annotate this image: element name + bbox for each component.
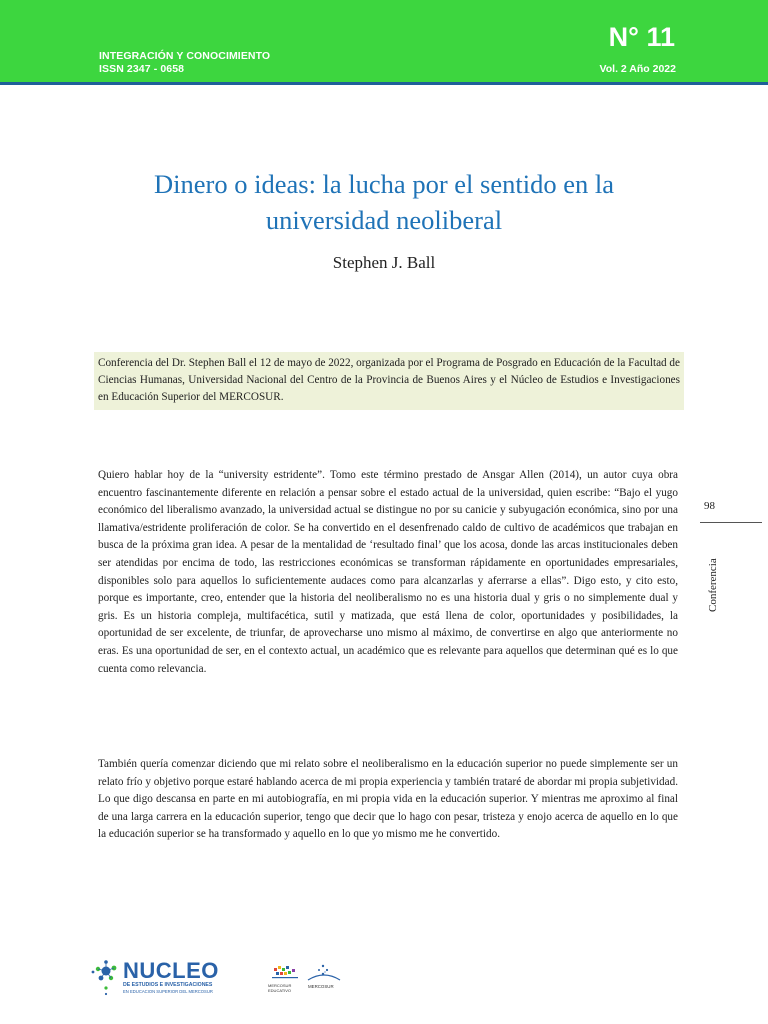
mercosur-educativo-line-1: MERCOSUR: [268, 983, 292, 988]
nucleo-subtitle-2: EN EDUCACION SUPERIOR DEL MERCOSUR: [123, 989, 213, 994]
journal-name: INTEGRACIÓN Y CONOCIMIENTO: [99, 50, 271, 62]
page-number: 98: [704, 500, 715, 512]
article-author: Stephen J. Ball: [332, 253, 436, 272]
nucleo-subtitle-1: DE ESTUDIOS E INVESTIGACIONES: [123, 982, 213, 988]
issue-number: N° 11: [608, 22, 675, 52]
body-paragraph-2: También quería comenzar diciendo que mi relato sobre el neoliberalismo en la educación superior no puede simplemente ser un relato frío y objetivo porque estaré hablando acerca de mi propia experiencia y también trataré de abordar mi propia subjetividad. Lo que digo descansa en parte en mi autobiografía, en mi propia vida en la educación superior. Y mientras me aproximo al final de una larga carrera en la educación superior, tengo que decir que lo hago con pesar, tristeza y enojo acerca de aquello en lo que la educación superior se ha transformado y aquello en lo que yo mismo me he convertido.: [98, 758, 678, 841]
mercosur-educativo-logo: [268, 962, 304, 994]
header-rule: [0, 82, 768, 85]
nucleo-emblem-icon: [90, 958, 122, 998]
southern-cross-icon: [306, 962, 342, 984]
nucleo-wordmark: NUCLEO: [123, 958, 219, 983]
abstract-text: Conferencia del Dr. Stephen Ball el 12 de mayo de 2022, organizada por el Programa de Posgrado en Educación de la Facultad de Ciencias Humanas, Universidad Nacional del Centro de la Provincia de Buenos Aires y el Núcleo de Estudios e Investigaciones en Educación Superior del MERCOSUR.: [98, 357, 680, 403]
mercosur-educativo-line-2: EDUCATIVO: [268, 987, 292, 993]
mercosur-label: MERCOSUR: [308, 984, 334, 989]
issn: ISSN 2347 - 0658: [99, 63, 185, 75]
body-paragraph-1: Quiero hablar hoy de la “university estridente”. Tomo este término prestado de Ansgar Allen (2014), un autor cuya obra encuentro fascinantemente diferente en relación a pensar sobre el estado actual de la universidad, quien escribe: “Bajo el yugo económico del liberalismo avanzado, la universidad actual se distingue no por su canicie y subyugación económica, sino por una llamativa/estridente proliferación de color. Se ha convertido en el desenfrenado caldo de cultivo de académicos que trabajan en busca de la próxima gran idea. A pesar de la mentalidad de ‘resultado final’ que los acosa, donde las arcas institucionales deben ser atendidas por encima de todo, las restricciones económicas se transforman rápidamente en oportunidades empresariales, disponibles solo para aquellos lo suficientemente audaces como para alcanzarlas y aferrarse a ellas”. Digo esto, y cito esto, porque es importante, creo, entender que la historia del neoliberalismo no es una historia dual y gris o no simplemente dual y gris. Es un historia compleja, multifacética, sutil y matizada, que está llena de color, oportunidades y posibilidades, la oportunidad de ser excelente, de triunfar, de aprovecharse uno mismo al máximo, de convertirse en algo que anteriormente no eras. Es una oportunidad de ser, en el contexto actual, un académico que es relevante para aquellos que determinan qué es lo que cuenta como relevancia.: [98, 469, 678, 675]
section-label: Conferencia: [707, 558, 719, 612]
volume-year: Vol. 2 Año 2022: [599, 63, 676, 75]
mercosur-educativo-emblem-icon: [268, 962, 304, 984]
nucleo-logo: [90, 958, 230, 998]
mercosur-logo: [306, 962, 342, 994]
mercosur-educativo-label: [268, 984, 291, 993]
article-title: Dinero o ideas: la lucha por el sentido en la universidad neoliberal: [154, 168, 614, 235]
sidebar-rule: [700, 522, 762, 523]
